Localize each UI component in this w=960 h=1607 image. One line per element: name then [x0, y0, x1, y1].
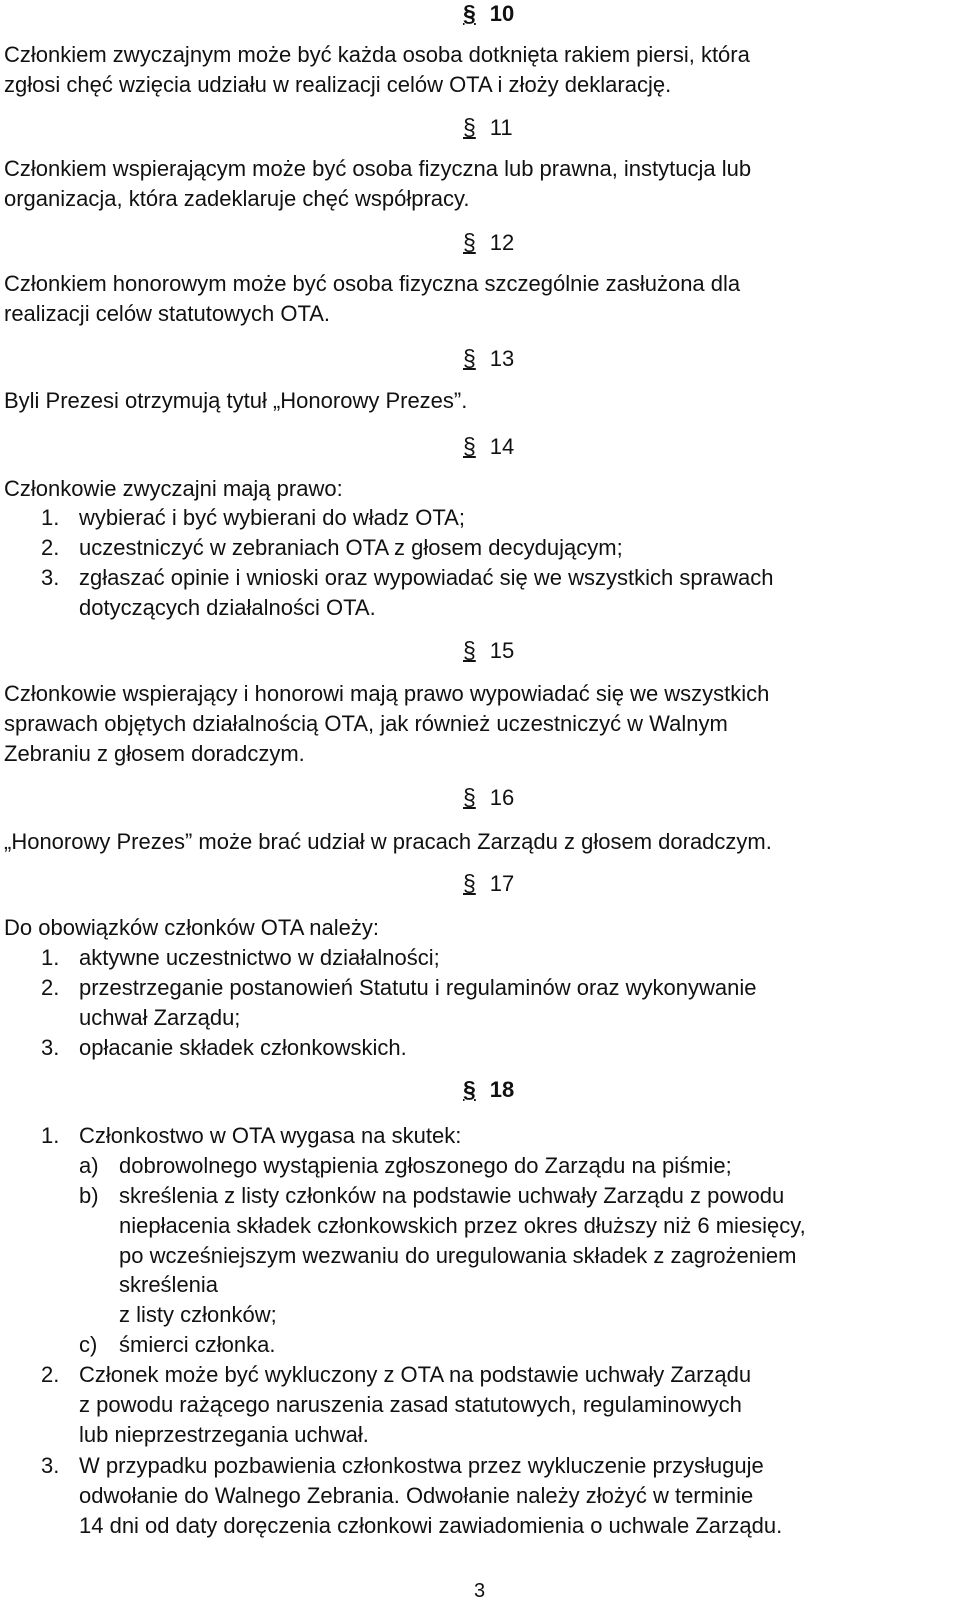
section-number: 12: [489, 230, 515, 255]
section-symbol: §: [463, 0, 476, 26]
list-number: 2.: [41, 975, 60, 1000]
section-heading-13: [463, 345, 514, 375]
list-item-continuation: 14 dni od daty doręczenia członkowi zawiadomienia o uchwale Zarządu.: [79, 1513, 783, 1538]
section-number: 17: [489, 871, 515, 896]
paragraph-line: Członkiem wspierającym może być osoba fizyczna lub prawna, instytucja lub: [4, 156, 752, 181]
sublist-item-continuation: skreślenia: [119, 1272, 219, 1297]
list-item: zgłaszać opinie i wnioski oraz wypowiadać się we wszystkich sprawach: [79, 565, 774, 590]
sublist-item-continuation: niepłacenia składek członkowskich przez okres dłuższy niż 6 miesięcy,: [119, 1213, 806, 1238]
section-symbol: §: [463, 229, 476, 255]
list-number: 3.: [41, 1035, 60, 1060]
section-heading-12: [463, 229, 514, 259]
section-heading-14: [463, 433, 514, 463]
section-number: 10: [489, 1, 515, 26]
sublist-item-continuation: z listy członków;: [119, 1302, 277, 1327]
list-item: aktywne uczestnictwo w działalności;: [79, 945, 440, 970]
list-number: 1.: [41, 1123, 60, 1148]
list-number: 2.: [41, 1362, 60, 1387]
list-item-continuation: odwołanie do Walnego Zebrania. Odwołanie należy złożyć w terminie: [79, 1483, 754, 1508]
section-heading-15: [463, 637, 514, 667]
section-symbol: §: [463, 345, 476, 371]
list-item-continuation: dotyczących działalności OTA.: [79, 595, 376, 620]
paragraph-line: sprawach objętych działalnością OTA, jak również uczestniczyć w Walnym: [4, 711, 728, 736]
list-item-continuation: uchwał Zarządu;: [79, 1005, 241, 1030]
section-number: 15: [489, 638, 515, 663]
list-item: W przypadku pozbawienia członkostwa przez wykluczenie przysługuje: [79, 1453, 764, 1478]
section-heading-10: [463, 0, 514, 30]
paragraph-line: zgłosi chęć wzięcia udziału w realizacji celów OTA i złoży deklarację.: [4, 72, 672, 97]
paragraph-line: Członkowie wspierający i honorowi mają prawo wypowiadać się we wszystkich: [4, 681, 770, 706]
list-number: 3.: [41, 565, 60, 590]
paragraph-line: realizacji celów statutowych OTA.: [4, 301, 331, 326]
list-intro: Do obowiązków członków OTA należy:: [4, 915, 379, 940]
section-heading-17: [463, 870, 514, 900]
sublist-item: śmierci członka.: [119, 1332, 276, 1357]
section-number: 16: [489, 785, 515, 810]
sublist-letter: a): [79, 1153, 99, 1178]
list-number: 1.: [41, 505, 60, 530]
list-item: wybierać i być wybierani do władz OTA;: [79, 505, 465, 530]
section-number: 14: [489, 434, 515, 459]
section-number: 13: [489, 346, 515, 371]
sublist-item: skreślenia z listy członków na podstawie uchwały Zarządu z powodu: [119, 1183, 785, 1208]
list-item: Członkostwo w OTA wygasa na skutek:: [79, 1123, 462, 1148]
list-number: 3.: [41, 1453, 60, 1478]
list-item: Członek może być wykluczony z OTA na podstawie uchwały Zarządu: [79, 1362, 752, 1387]
list-item-continuation: z powodu rażącego naruszenia zasad statutowych, regulaminowych: [79, 1392, 742, 1417]
sublist-item-continuation: po wcześniejszym wezwaniu do uregulowania składek z zagrożeniem: [119, 1243, 797, 1268]
section-symbol: §: [463, 433, 476, 459]
list-number: 1.: [41, 945, 60, 970]
paragraph-line: Byli Prezesi otrzymują tytuł „Honorowy Prezes”.: [4, 388, 468, 413]
section-heading-11: [463, 114, 513, 144]
list-item-continuation: lub nieprzestrzegania uchwał.: [79, 1422, 369, 1447]
sublist-letter: b): [79, 1183, 99, 1208]
list-intro: Członkowie zwyczajni mają prawo:: [4, 476, 343, 501]
list-item: uczestniczyć w zebraniach OTA z głosem decydującym;: [79, 535, 623, 560]
page-number: 3: [474, 1580, 486, 1602]
section-symbol: §: [463, 784, 476, 810]
paragraph-line: Członkiem zwyczajnym może być każda osoba dotknięta rakiem piersi, która: [4, 42, 750, 67]
paragraph-line: Członkiem honorowym może być osoba fizyczna szczególnie zasłużona dla: [4, 271, 741, 296]
list-item: opłacanie składek członkowskich.: [79, 1035, 407, 1060]
section-symbol: §: [463, 1076, 476, 1102]
sublist-letter: c): [79, 1332, 98, 1357]
section-symbol: §: [463, 870, 476, 896]
sublist-item: dobrowolnego wystąpienia zgłoszonego do Zarządu na piśmie;: [119, 1153, 732, 1178]
paragraph-line: Zebraniu z głosem doradczym.: [4, 741, 305, 766]
list-number: 2.: [41, 535, 60, 560]
section-number: 18: [489, 1077, 515, 1102]
paragraph-line: organizacja, która zadeklaruje chęć współpracy.: [4, 186, 470, 211]
section-heading-16: [463, 784, 514, 814]
paragraph-line: „Honorowy Prezes” może brać udział w pracach Zarządu z głosem doradczym.: [4, 829, 772, 854]
section-symbol: §: [463, 114, 476, 140]
section-heading-18: [463, 1076, 514, 1106]
section-symbol: §: [463, 637, 476, 663]
section-number: 11: [489, 115, 513, 140]
list-item: przestrzeganie postanowień Statutu i regulaminów oraz wykonywanie: [79, 975, 757, 1000]
